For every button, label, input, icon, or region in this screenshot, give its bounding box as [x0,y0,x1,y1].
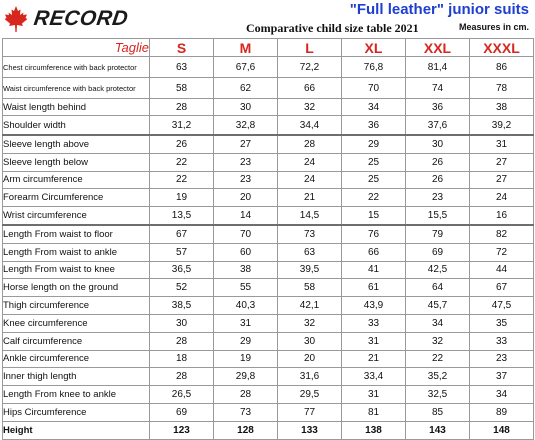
cell-value: 24 [278,153,342,171]
cell-value: 72,2 [278,57,342,78]
cell-value: 32,5 [406,386,470,404]
cell-value: 76 [342,225,406,243]
cell-value: 81 [342,403,406,421]
cell-value: 128 [214,421,278,439]
cell-value: 27 [470,171,534,189]
page-header [0,0,535,38]
cell-value: 19 [214,350,278,368]
size-header-xxl: XXL [406,39,470,57]
maple-leaf-icon [4,6,28,32]
row-label: Horse length on the ground [3,279,150,297]
size-header-xl: XL [342,39,406,57]
cell-value: 28 [214,386,278,404]
row-label: Length From knee to ankle [3,386,150,404]
row-label: Sleeve length above [3,135,150,153]
cell-value: 22 [342,189,406,207]
cell-value: 18 [150,350,214,368]
table-row [3,297,534,315]
row-label: Length From waist to ankle [3,243,150,261]
table-row [3,225,534,243]
cell-value: 22 [150,153,214,171]
cell-value: 31 [214,314,278,332]
cell-value: 23 [406,189,470,207]
cell-value: 66 [342,243,406,261]
table-row [3,153,534,171]
row-label: Length From waist to knee [3,261,150,279]
table-row [3,243,534,261]
table-row [3,78,534,99]
cell-value: 29 [214,332,278,350]
cell-value: 28 [150,99,214,116]
cell-value: 24 [470,189,534,207]
table-row [3,403,534,421]
cell-value: 41 [342,261,406,279]
cell-value: 60 [214,243,278,261]
cell-value: 38,5 [150,297,214,315]
cell-value: 37,6 [406,116,470,136]
cell-value: 26 [406,153,470,171]
cell-value: 26 [150,135,214,153]
cell-value: 14 [214,207,278,225]
cell-value: 55 [214,279,278,297]
cell-value: 62 [214,78,278,99]
cell-value: 45,7 [406,297,470,315]
cell-value: 73 [278,225,342,243]
cell-value: 58 [150,78,214,99]
cell-value: 31,6 [278,368,342,386]
cell-value: 67 [470,279,534,297]
cell-value: 40,3 [214,297,278,315]
cell-value: 82 [470,225,534,243]
cell-value: 85 [406,403,470,421]
table-row [3,207,534,225]
cell-value: 34 [470,386,534,404]
cell-value: 29,5 [278,386,342,404]
cell-value: 23 [214,153,278,171]
cell-value: 33,4 [342,368,406,386]
cell-value: 63 [150,57,214,78]
cell-value: 81,4 [406,57,470,78]
cell-value: 31,2 [150,116,214,136]
cell-value: 34 [342,99,406,116]
cell-value: 29,8 [214,368,278,386]
cell-value: 72 [470,243,534,261]
row-label: Hips Circumference [3,403,150,421]
cell-value: 26,5 [150,386,214,404]
cell-value: 21 [342,350,406,368]
cell-value: 38 [214,261,278,279]
cell-value: 29 [342,135,406,153]
cell-value: 123 [150,421,214,439]
cell-value: 70 [342,78,406,99]
cell-value: 74 [406,78,470,99]
cell-value: 22 [406,350,470,368]
cell-value: 14,5 [278,207,342,225]
cell-value: 89 [470,403,534,421]
cell-value: 133 [278,421,342,439]
cell-value: 33 [470,332,534,350]
row-label: Shoulder width [3,116,150,136]
cell-value: 15,5 [406,207,470,225]
table-row [3,135,534,153]
cell-value: 77 [278,403,342,421]
cell-value: 34,4 [278,116,342,136]
cell-value: 19 [150,189,214,207]
cell-value: 26 [406,171,470,189]
table-row [3,421,534,439]
cell-value: 58 [278,279,342,297]
cell-value: 35 [470,314,534,332]
cell-value: 66 [278,78,342,99]
product-title: "Full leather" junior suits [349,1,529,18]
row-label: Thigh circumference [3,297,150,315]
cell-value: 32 [278,314,342,332]
table-row [3,368,534,386]
row-label: Inner thigh length [3,368,150,386]
row-label: Wrist circumference [3,207,150,225]
row-label: Height [3,421,150,439]
cell-value: 78 [470,78,534,99]
row-label: Knee circumference [3,314,150,332]
size-header-s: S [150,39,214,57]
cell-value: 138 [342,421,406,439]
cell-value: 21 [278,189,342,207]
row-label: Waist length behind [3,99,150,116]
table-row [3,314,534,332]
cell-value: 23 [470,350,534,368]
brand-name: RECORD [32,7,130,30]
cell-value: 31 [342,332,406,350]
size-table [2,38,534,440]
cell-value: 22 [150,171,214,189]
cell-value: 35,2 [406,368,470,386]
cell-value: 30 [406,135,470,153]
size-table-body [3,57,534,440]
cell-value: 67 [150,225,214,243]
cell-value: 31 [470,135,534,153]
size-header-label: Taglie [3,39,150,57]
table-row [3,116,534,136]
cell-value: 37 [470,368,534,386]
cell-value: 36 [342,116,406,136]
cell-value: 69 [150,403,214,421]
size-header-l: L [278,39,342,57]
cell-value: 33 [342,314,406,332]
cell-value: 27 [470,153,534,171]
table-row [3,189,534,207]
cell-value: 43,9 [342,297,406,315]
table-row [3,350,534,368]
cell-value: 42,1 [278,297,342,315]
cell-value: 16 [470,207,534,225]
cell-value: 39,5 [278,261,342,279]
row-label: Calf circumference [3,332,150,350]
cell-value: 47,5 [470,297,534,315]
size-header-m: M [214,39,278,57]
row-label: Chest circumference with back protector [3,57,150,78]
table-row [3,171,534,189]
cell-value: 73 [214,403,278,421]
row-label: Forearm Circumference [3,189,150,207]
row-label: Arm circumference [3,171,150,189]
cell-value: 32 [406,332,470,350]
cell-value: 31 [342,386,406,404]
table-row [3,99,534,116]
cell-value: 24 [278,171,342,189]
cell-value: 28 [150,332,214,350]
cell-value: 32,8 [214,116,278,136]
brand-logo [4,4,128,34]
cell-value: 38 [470,99,534,116]
cell-value: 28 [278,135,342,153]
row-label: Sleeve length below [3,153,150,171]
cell-value: 30 [214,99,278,116]
cell-value: 20 [214,189,278,207]
measures-note: Measures in cm. [458,22,529,32]
cell-value: 39,2 [470,116,534,136]
cell-value: 79 [406,225,470,243]
table-row [3,57,534,78]
cell-value: 30 [278,332,342,350]
row-label: Waist circumference with back protector [3,78,150,99]
table-row [3,332,534,350]
cell-value: 36,5 [150,261,214,279]
table-row [3,261,534,279]
row-label: Ankle circumference [3,350,150,368]
cell-value: 69 [406,243,470,261]
size-header-row [3,39,534,57]
cell-value: 30 [150,314,214,332]
cell-value: 61 [342,279,406,297]
cell-value: 42,5 [406,261,470,279]
cell-value: 25 [342,153,406,171]
cell-value: 32 [278,99,342,116]
cell-value: 20 [278,350,342,368]
cell-value: 23 [214,171,278,189]
cell-value: 44 [470,261,534,279]
size-header-xxxl: XXXL [470,39,534,57]
cell-value: 86 [470,57,534,78]
cell-value: 64 [406,279,470,297]
cell-value: 15 [342,207,406,225]
cell-value: 67,6 [214,57,278,78]
row-label: Length From waist to floor [3,225,150,243]
table-row [3,279,534,297]
cell-value: 27 [214,135,278,153]
cell-value: 76,8 [342,57,406,78]
table-subtitle: Comparative child size table 2021 [246,21,419,35]
cell-value: 13,5 [150,207,214,225]
cell-value: 28 [150,368,214,386]
cell-value: 25 [342,171,406,189]
cell-value: 143 [406,421,470,439]
cell-value: 52 [150,279,214,297]
cell-value: 36 [406,99,470,116]
cell-value: 34 [406,314,470,332]
cell-value: 70 [214,225,278,243]
cell-value: 148 [470,421,534,439]
cell-value: 57 [150,243,214,261]
cell-value: 63 [278,243,342,261]
